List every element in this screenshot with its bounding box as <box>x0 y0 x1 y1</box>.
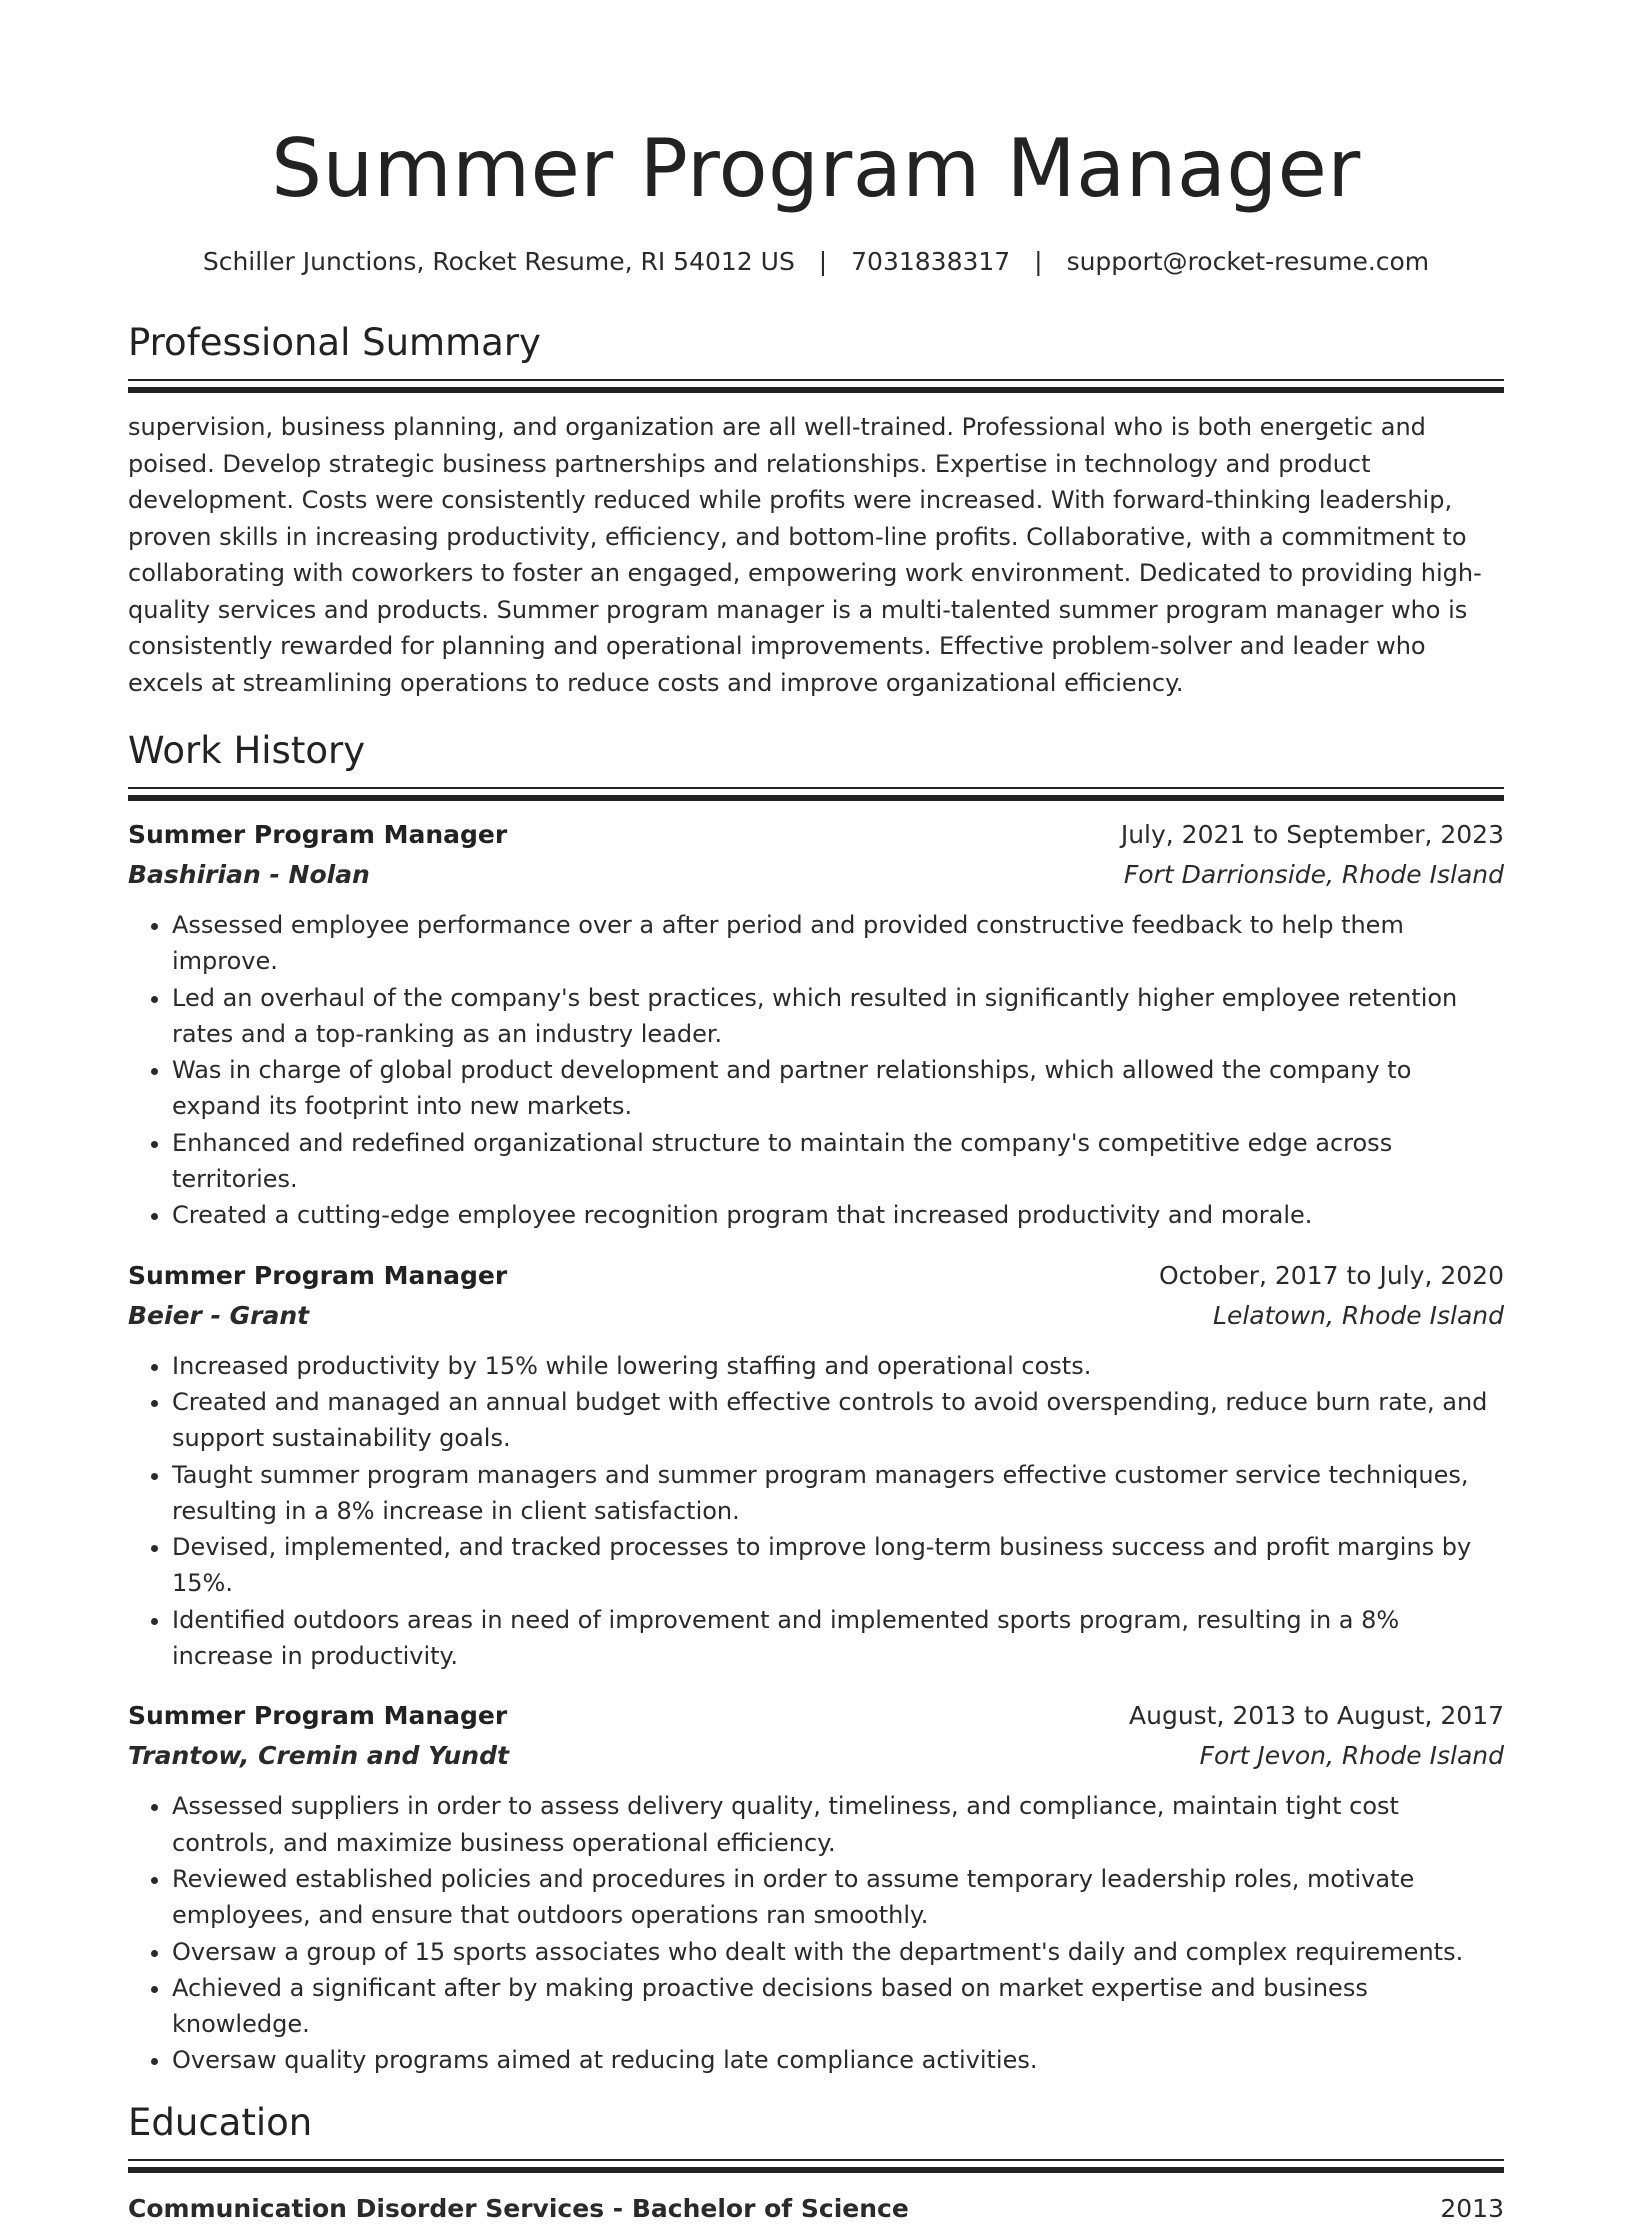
job-dates: August, 2013 to August, 2017 <box>1129 1701 1504 1731</box>
list-item: • Was in charge of global product development and partner relationships, which allowed the company to expand its footprint into new markets. <box>172 1052 1504 1125</box>
list-item: • Led an overhaul of the company's best practices, which resulted in significantly higher employee retention rates and a top-ranking as an industry leader. <box>172 980 1504 1053</box>
work-history-section <box>128 725 1504 2079</box>
section-divider <box>128 2159 1504 2173</box>
list-item: • Devised, implemented, and tracked processes to improve long-term business success and profit margins by 15%. <box>172 1529 1504 1602</box>
section-title-work-history: Work History <box>128 729 366 772</box>
job-company: Beier - Grant <box>128 1300 310 1330</box>
job-title: Summer Program Manager <box>128 820 508 849</box>
job-bullets <box>128 1348 1504 1675</box>
job-subheader <box>128 1296 1504 1336</box>
job-title: Summer Program Manager <box>128 1260 508 1290</box>
job-header <box>128 1696 1504 1736</box>
contact-phone: 7031838317 <box>851 247 1011 276</box>
job-company: Bashirian - Nolan <box>128 860 370 889</box>
section-title-summary: Professional Summary <box>128 321 541 364</box>
list-item: • Identified outdoors areas in need of improvement and implemented sports program, resulting in a 8% increase in productivity. <box>172 1602 1504 1675</box>
education-entry <box>128 2189 1504 2229</box>
job-location: Lelatown, Rhode Island <box>1213 1300 1504 1330</box>
list-item: • Created a cutting-edge employee recognition program that increased productivity and morale. <box>172 1197 1504 1233</box>
education-section <box>128 2097 1504 2229</box>
section-divider <box>128 379 1504 393</box>
contact-separator: | <box>818 247 828 276</box>
list-item: • Oversaw a group of 15 sports associates who dealt with the department's daily and complex requirements. <box>172 1934 1504 1970</box>
contact-address: Schiller Junctions, Rocket Resume, RI 54012 US <box>202 247 795 276</box>
job-entry <box>128 1696 1504 2078</box>
list-item: • Taught summer program managers and summer program managers effective customer service techniques, resulting in a 8% increase in client satisfaction. <box>172 1457 1504 1530</box>
list-item: • Assessed suppliers in order to assess delivery quality, timeliness, and compliance, maintain tight cost controls, and maximize business operational efficiency. <box>172 1788 1504 1861</box>
job-subheader <box>128 1736 1504 1776</box>
list-item: • Increased productivity by 15% while lowering staffing and operational costs. <box>172 1348 1504 1384</box>
contact-separator: | <box>1034 247 1043 276</box>
list-item: • Reviewed established policies and procedures in order to assume temporary leadership roles, motivate employees, and ensure that outdoors operations ran smoothly. <box>172 1861 1504 1934</box>
section-divider <box>128 787 1504 801</box>
job-header <box>128 815 1504 855</box>
list-item: • Achieved a significant after by making proactive decisions based on market expertise and business knowledge. <box>172 1970 1504 2043</box>
resume-name: Summer Program Manager <box>271 122 1361 215</box>
job-location: Fort Jevon, Rhode Island <box>1199 1741 1504 1771</box>
job-header <box>128 1256 1504 1296</box>
list-item: • Oversaw quality programs aimed at reducing late compliance activities. <box>172 2042 1504 2078</box>
contact-email: support@rocket-resume.com <box>1066 247 1430 276</box>
job-location: Fort Darrionside, Rhode Island <box>1123 860 1504 889</box>
contact-line <box>128 244 1504 280</box>
job-dates: October, 2017 to July, 2020 <box>1158 1260 1504 1290</box>
job-entry <box>128 815 1504 1234</box>
job-title: Summer Program Manager <box>128 1701 508 1731</box>
summary-section <box>128 317 1504 701</box>
list-item: • Created and managed an annual budget with effective controls to avoid overspending, reduce burn rate, and support sustainability goals. <box>172 1384 1504 1457</box>
summary-text: supervision, business planning, and organization are all well-trained. Professional who is both energetic and poised. Develop strategic business partnerships and relationships. Expertise in technology and product development. Costs were consistently reduced while profits were increased. With forward-thinking leadership, proven skills in increasing productivity, efficiency, and bottom-line profits. Collaborative, with a commitment to collaborating with coworkers to foster an engaged, empowering work environment. Dedicated to providing high-quality services and products. Summer program manager is a multi-talented summer program manager who is consistently rewarded for planning and operational improvements. Effective problem-solver and leader who excels at streamlining operations to reduce costs and improve organizational efficiency. <box>128 413 1482 697</box>
job-entry <box>128 1256 1504 1675</box>
job-company: Trantow, Cremin and Yundt <box>128 1741 509 1771</box>
job-subheader <box>128 855 1504 895</box>
job-dates: July, 2021 to September, 2023 <box>1120 820 1504 849</box>
list-item: • Assessed employee performance over a after period and provided constructive feedback to help them improve. <box>172 907 1504 980</box>
education-year: 2013 <box>1440 2193 1504 2223</box>
job-bullets <box>128 907 1504 1234</box>
list-item: • Enhanced and redefined organizational structure to maintain the company's competitive edge across territories. <box>172 1125 1504 1198</box>
job-bullets <box>128 1788 1504 2078</box>
education-degree: Communication Disorder Services - Bachelor of Science <box>128 2193 909 2223</box>
section-title-education: Education <box>128 2100 313 2144</box>
